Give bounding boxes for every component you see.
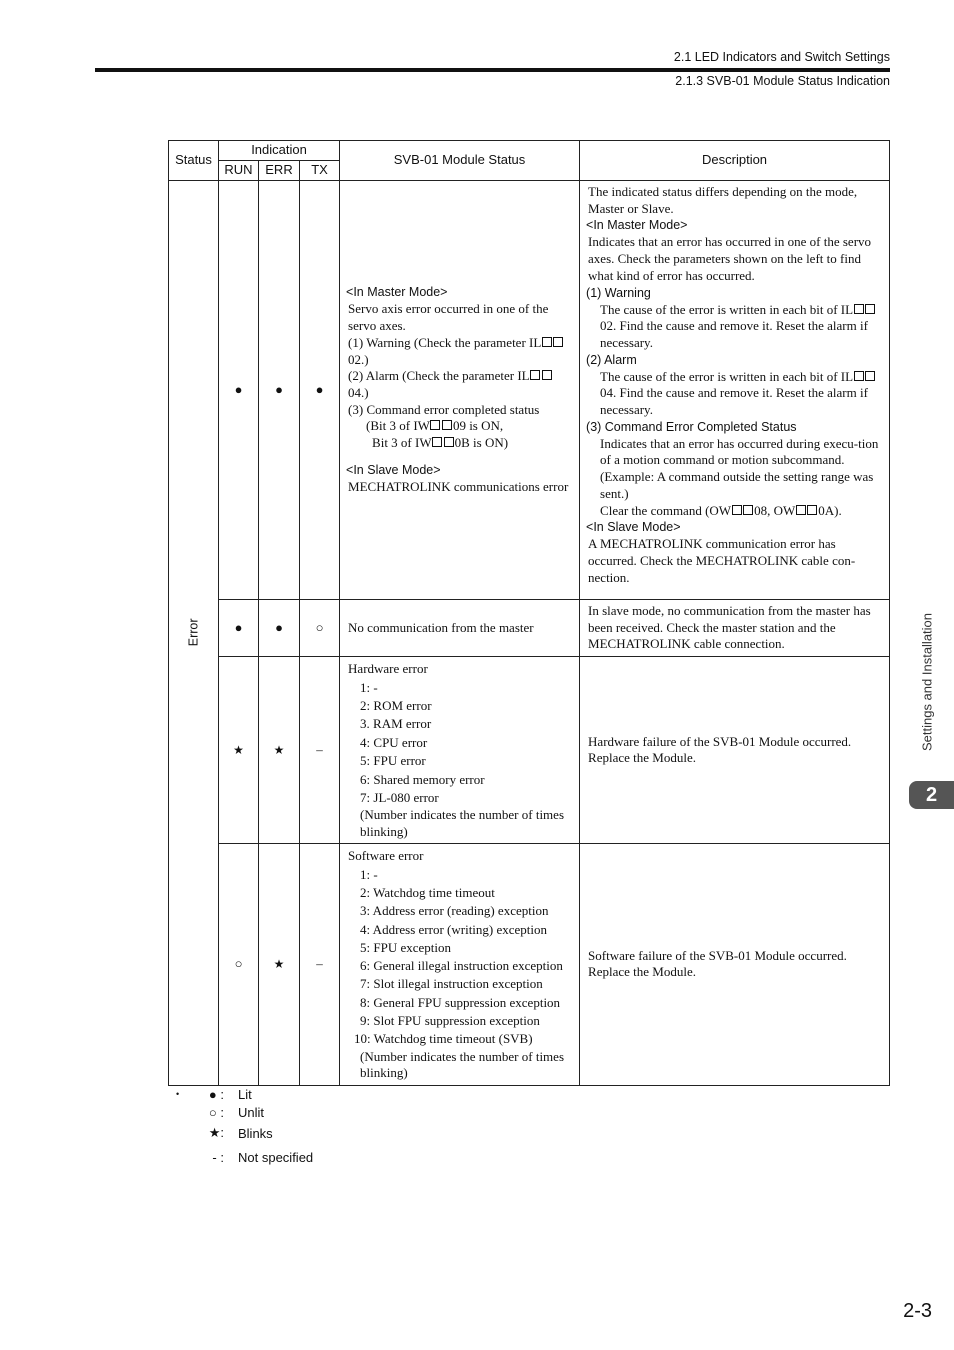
blinks-symbol: ★:: [208, 1125, 224, 1140]
status-text: (2) Alarm (Check the parameter IL04.): [348, 368, 573, 401]
description-text: The cause of the error is written in each bit of IL04. Find the cause and remove it. Reset the alarm if necessary.: [588, 369, 883, 419]
list-item: 2: Watchdog time timeout: [360, 884, 495, 900]
err-blinks-symbol: ★: [259, 657, 300, 844]
status-text: Servo axis error occurred in one of the servo axes.: [348, 301, 549, 334]
status-text: Bit 3 of IW 0B is ON): [372, 435, 509, 451]
list-item: 4: CPU error: [360, 734, 428, 750]
list-item: (Number indicates the number of times blinking): [360, 807, 565, 839]
status-text: Software error: [348, 848, 424, 864]
alarm-heading: (2) Alarm: [586, 352, 637, 367]
status-error-cell: [169, 181, 219, 1086]
description-text: A MECHATROLINK communication error has occurred. Check the MECHATROLINK cable con-nection.: [588, 536, 856, 585]
list-item: 9: Slot FPU suppression exception: [360, 1013, 540, 1029]
tx-unspecified-symbol: –: [300, 844, 340, 1085]
table-row: [169, 844, 890, 1085]
list-item: 3: Address error (reading) exception: [360, 903, 549, 919]
description-cell: In slave mode, no communication from the master has been received. Check the master station and the MECHATROLINK cable connection.: [580, 600, 890, 657]
bullet: •: [176, 1089, 180, 1099]
status-text: (Bit 3 of IW 09 is ON,: [366, 418, 504, 434]
module-status-cell: No communication from the master: [340, 600, 580, 657]
placeholder-box-icon: [542, 337, 552, 347]
header-description: Description: [580, 141, 890, 181]
legend-item-lit: [176, 1085, 313, 1103]
tx-unspecified-symbol: –: [300, 657, 340, 844]
unlit-symbol: ○ :: [208, 1104, 224, 1120]
legend-text: Blinks: [238, 1125, 273, 1141]
status-error-label: Error: [186, 618, 201, 647]
list-item: 2: ROM error: [360, 697, 432, 713]
placeholder-box-icon: [542, 370, 552, 380]
header-rule: [95, 68, 890, 72]
list-item: (Number indicates the number of times blinking): [360, 1048, 565, 1081]
list-item: 3. RAM error: [360, 716, 432, 732]
placeholder-box-icon: [732, 505, 742, 515]
header-module-status: SVB-01 Module Status: [340, 141, 580, 181]
header-err: ERR: [259, 161, 300, 181]
legend-text: Lit: [238, 1086, 252, 1102]
status-text: MECHATROLINK communications error: [348, 478, 569, 494]
placeholder-box-icon: [553, 337, 563, 347]
legend-item-blinks: [176, 1121, 313, 1145]
chapter-tab: 2: [909, 781, 954, 809]
description-text: Indicates that an error has occurred during execu-tion of a motion command or motion subcommand. (Example: A command outside the setting range was sent.): [600, 435, 879, 501]
list-item: 5: FPU exception: [360, 939, 452, 955]
legend-text: Unlit: [238, 1104, 265, 1120]
unspecified-symbol: - :: [212, 1149, 224, 1165]
placeholder-box-icon: [530, 370, 540, 380]
status-text: Hardware error: [348, 661, 428, 677]
slave-mode-heading: <In Slave Mode>: [586, 520, 681, 535]
module-status-cell: [340, 181, 580, 600]
status-indication-table: [168, 140, 890, 1086]
description-text: The cause of the error is written in each bit of IL02. Find the cause and remove it. Reset the alarm if necessary.: [588, 302, 883, 352]
status-text: (1) Warning (Check the parameter IL02.): [348, 335, 573, 368]
list-item: 6: General illegal instruction exception: [360, 958, 563, 974]
placeholder-box-icon: [865, 304, 875, 314]
description-cell: [580, 181, 890, 600]
header-status: Status: [169, 141, 219, 181]
placeholder-box-icon: [442, 420, 452, 430]
placeholder-box-icon: [796, 505, 806, 515]
chapter-side-label: Settings and Installation: [919, 612, 935, 752]
placeholder-box-icon: [807, 505, 817, 515]
run-lit-symbol: ●: [219, 181, 259, 600]
table-row: [169, 181, 890, 600]
description-text: The indicated status differs depending on the mode, Master or Slave.: [588, 184, 858, 216]
page-number: 2-3: [903, 1300, 932, 1322]
master-mode-heading: <In Master Mode>: [346, 285, 448, 300]
placeholder-box-icon: [854, 304, 864, 314]
err-lit-symbol: ●: [259, 181, 300, 600]
list-item: 1: -: [360, 679, 378, 695]
description-cell: Software failure of the SVB-01 Module occurred. Replace the Module.: [580, 844, 890, 1085]
legend-item-not-specified: [176, 1145, 313, 1169]
header-tx: TX: [300, 161, 340, 181]
placeholder-box-icon: [854, 371, 864, 381]
run-lit-symbol: ●: [219, 600, 259, 657]
warning-heading: (1) Warning: [586, 285, 651, 300]
list-item: 5: FPU error: [360, 753, 426, 769]
list-item: 10: Watchdog time timeout (SVB): [354, 1031, 533, 1047]
tx-lit-symbol: ●: [300, 181, 340, 600]
module-status-cell: [340, 657, 580, 844]
placeholder-box-icon: [865, 371, 875, 381]
list-item: 7: Slot illegal instruction exception: [360, 976, 543, 992]
legend-item-unlit: [176, 1103, 313, 1121]
table-header-row: [169, 141, 890, 161]
table-row: [169, 600, 890, 657]
list-item: 4: Address error (writing) exception: [360, 921, 548, 937]
placeholder-box-icon: [743, 505, 753, 515]
status-text: (3) Command error completed status: [348, 401, 540, 417]
symbol-legend: [176, 1085, 313, 1169]
run-blinks-symbol: ★: [219, 657, 259, 844]
list-item: 1: -: [360, 866, 378, 882]
err-blinks-symbol: ★: [259, 844, 300, 1085]
run-unlit-symbol: ○: [219, 844, 259, 1085]
header-run: RUN: [219, 161, 259, 181]
list-item: 6: Shared memory error: [360, 771, 485, 787]
placeholder-box-icon: [432, 437, 442, 447]
table-row: [169, 657, 890, 844]
tx-unlit-symbol: ○: [300, 600, 340, 657]
list-item: 7: JL-080 error: [360, 789, 439, 805]
running-header-subsection: 2.1.3 SVB-01 Module Status Indication: [675, 74, 890, 88]
description-text: Indicates that an error has occurred in one of the servo axes. Check the parameters shown on the left to find what kind of error has occurred.: [588, 234, 872, 283]
master-mode-heading: <In Master Mode>: [586, 218, 688, 233]
list-item: 8: General FPU suppression exception: [360, 994, 561, 1010]
legend-text: Not specified: [238, 1149, 314, 1165]
description-text: Clear the command (OW 08, OW 0A).: [600, 502, 842, 518]
lit-symbol: ● :: [208, 1086, 224, 1102]
placeholder-box-icon: [430, 420, 440, 430]
placeholder-box-icon: [444, 437, 454, 447]
module-status-cell: [340, 844, 580, 1085]
err-lit-symbol: ●: [259, 600, 300, 657]
header-indication: Indication: [219, 141, 340, 161]
command-error-heading: (3) Command Error Completed Status: [586, 419, 797, 434]
description-cell: Hardware failure of the SVB-01 Module occurred. Replace the Module.: [580, 657, 890, 844]
running-header-section: 2.1 LED Indicators and Switch Settings: [673, 50, 890, 64]
slave-mode-heading: <In Slave Mode>: [346, 462, 441, 477]
